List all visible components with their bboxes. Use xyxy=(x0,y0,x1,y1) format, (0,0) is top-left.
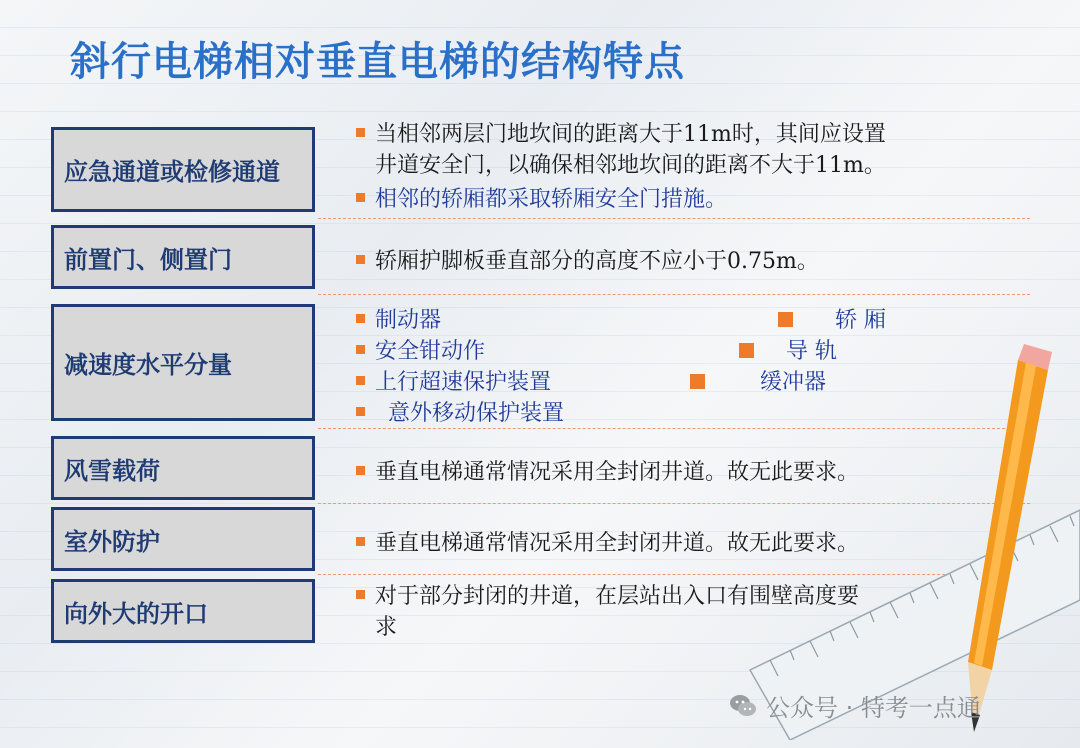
bullet-marker xyxy=(778,312,793,327)
page-title: 斜行电梯相对垂直电梯的结构特点 xyxy=(70,39,685,85)
row-label-wind-snow: 风雪载荷 xyxy=(51,436,315,500)
bullet-marker xyxy=(690,374,705,389)
row6-bullet1-line1: 对于部分封闭的井道，在层站出入口有围壁高度要 xyxy=(375,584,860,609)
bullet-marker xyxy=(356,128,365,137)
row3-right-item1: 轿 厢 xyxy=(835,308,886,333)
row3-right-item3: 缓冲器 xyxy=(760,370,827,395)
row3-left-item1: 制动器 xyxy=(375,308,442,333)
watermark xyxy=(728,688,981,723)
watermark-text: 公众号 · 特考一点通 xyxy=(766,694,981,722)
row-label-door-position: 前置门、侧置门 xyxy=(51,225,315,289)
bullet-marker xyxy=(356,345,365,354)
bullet-marker xyxy=(356,376,365,385)
row-label-deceleration: 减速度水平分量 xyxy=(51,304,315,421)
divider xyxy=(318,294,1030,295)
row5-bullet1: 垂直电梯通常情况采用全封闭井道。故无此要求。 xyxy=(375,531,860,556)
row1-bullet1-line1: 当相邻两层门地坎间的距离大于11m时，其间应设置 xyxy=(375,122,886,147)
row6-bullet1-line2: 求 xyxy=(375,615,398,640)
divider xyxy=(318,218,1030,219)
row3-left-item2: 安全钳动作 xyxy=(375,339,486,364)
row3-left-item4: 意外移动保护装置 xyxy=(388,401,565,426)
bullet-marker xyxy=(356,314,365,323)
bullet-marker xyxy=(356,407,365,416)
ruler-pencil-illustration xyxy=(730,340,1080,740)
wechat-icon xyxy=(728,691,758,721)
row-label-outdoor-protection: 室外防护 xyxy=(51,507,315,571)
row1-bullet1-line2: 井道安全门，以确保相邻地坎间的距离不大于11m。 xyxy=(375,153,886,178)
row-label-large-opening: 向外大的开口 xyxy=(51,579,315,643)
bullet-marker xyxy=(356,193,365,202)
row3-right-item2: 导 轨 xyxy=(786,339,837,364)
bullet-marker xyxy=(356,255,365,264)
row4-bullet1: 垂直电梯通常情况采用全封闭井道。故无此要求。 xyxy=(375,460,860,485)
row2-bullet1: 轿厢护脚板垂直部分的高度不应小于0.75m。 xyxy=(375,249,819,274)
row3-left-item3: 上行超速保护装置 xyxy=(375,370,552,395)
bullet-marker xyxy=(356,466,365,475)
row-label-emergency-passage: 应急通道或检修通道 xyxy=(51,127,315,212)
bullet-marker xyxy=(356,537,365,546)
row1-bullet2: 相邻的轿厢都采取轿厢安全门措施。 xyxy=(375,187,728,212)
bullet-marker xyxy=(356,590,365,599)
